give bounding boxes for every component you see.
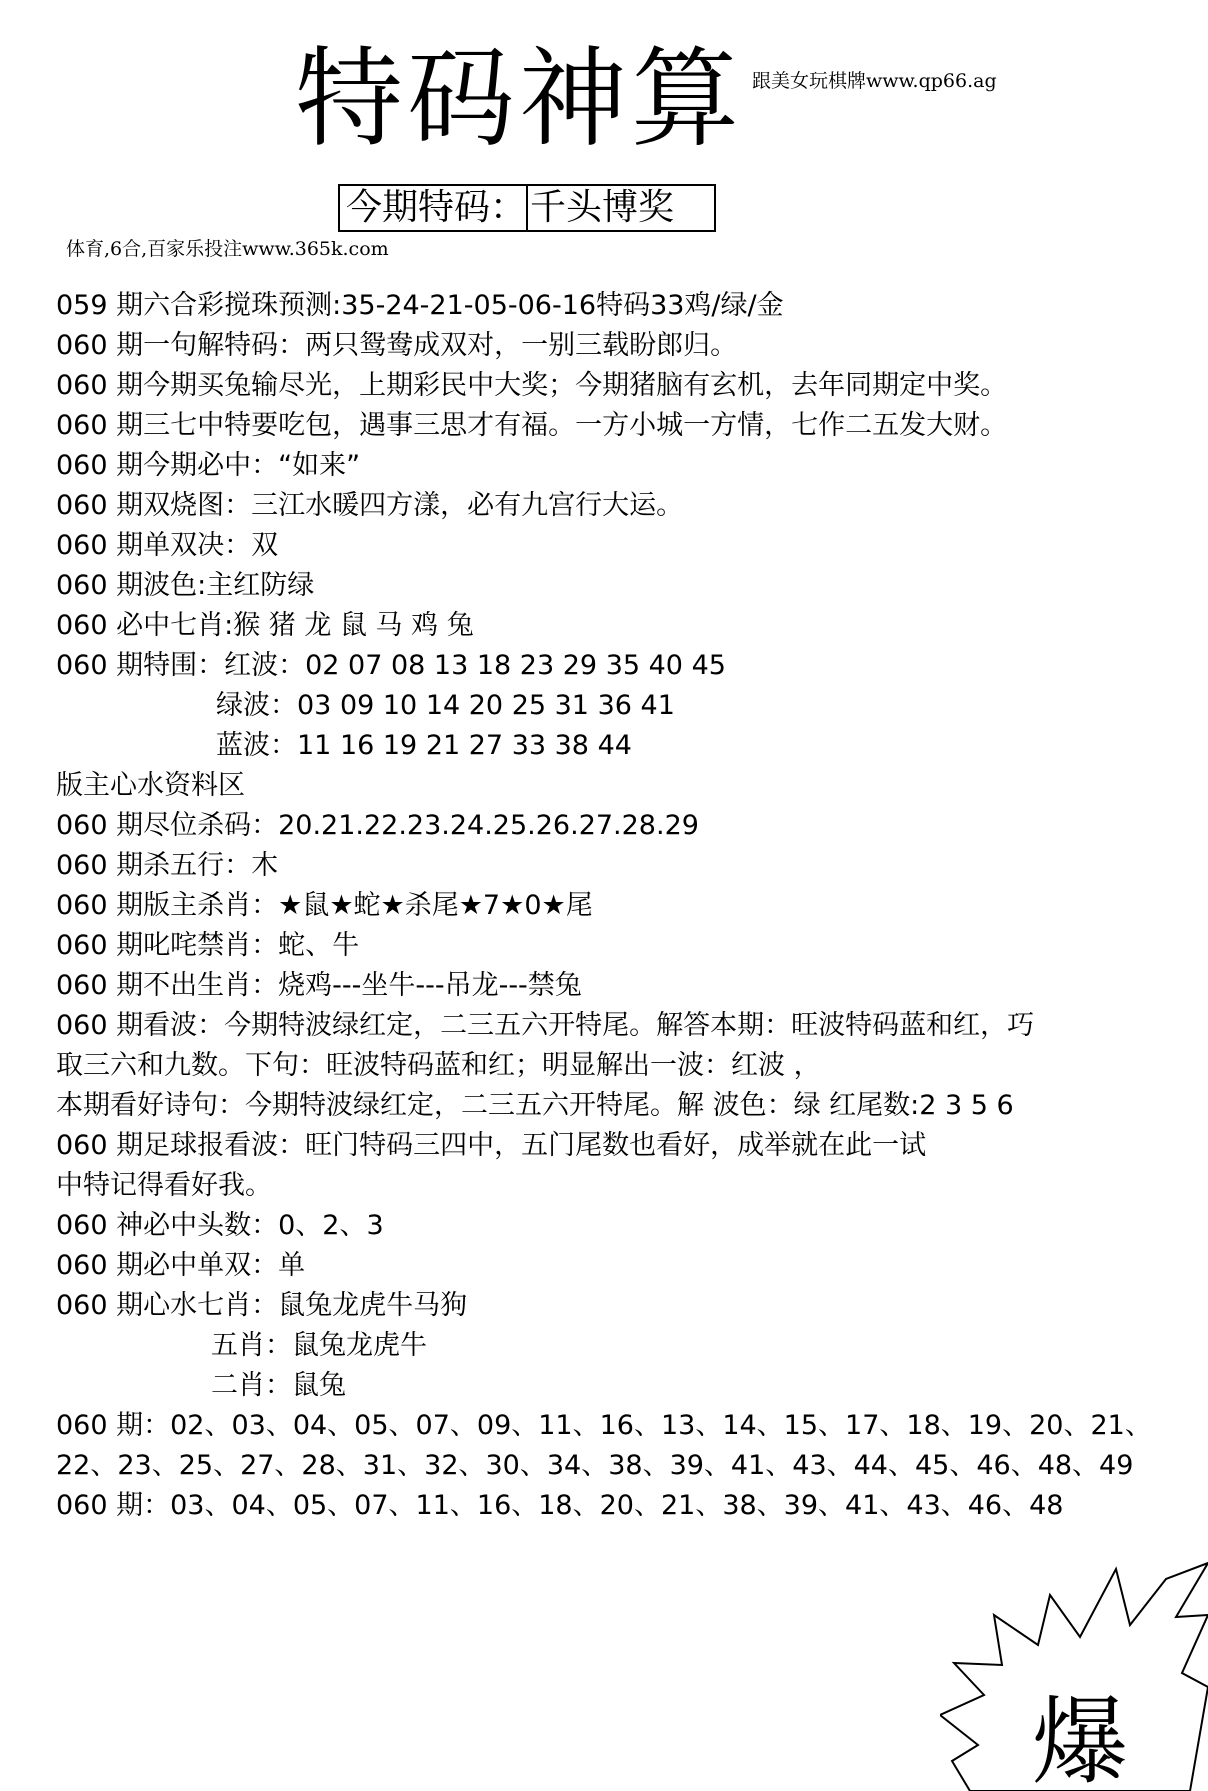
text-line: 060 期特围：红波：02 07 08 13 18 23 29 35 40 45 — [56, 650, 726, 681]
text-line: 060 期必中单双：单 — [56, 1250, 306, 1281]
text-line: 060 期叱咤禁肖：蛇、牛 — [56, 930, 360, 961]
special-code-label: 今期特码： — [346, 187, 527, 228]
burst-star-icon — [940, 1555, 1208, 1791]
text-line: 五肖：鼠兔龙虎牛 — [211, 1330, 427, 1361]
text-line: 蓝波：11 16 19 21 27 33 38 44 — [216, 730, 632, 761]
text-line: 060 期杀五行：木 — [56, 850, 279, 881]
left-ad-text: 体育,6合,百家乐投注www.365k.com — [66, 238, 389, 260]
top-ad-text: 跟美女玩棋牌www.qp66.ag — [752, 70, 997, 92]
text-line: 取三六和九数。下句：旺波特码蓝和红；明显解出一波：红波 ， — [56, 1050, 821, 1081]
text-line: 060 神必中头数：0、2、3 — [56, 1210, 384, 1241]
text-line: 060 期一句解特码：两只鸳鸯成双对，一别三载盼郎归。 — [56, 330, 738, 361]
text-line: 060 期：02、03、04、05、07、09、11、16、13、14、15、17、18、19、20、21、 — [56, 1410, 1152, 1441]
text-line: 060 期足球报看波：旺门特码三四中，五门尾数也看好，成举就在此一试 — [56, 1130, 927, 1161]
text-line: 22、23、25、27、28、31、32、30、34、38、39、41、43、44、45、46、48、49 — [56, 1450, 1134, 1481]
text-line: 060 期单双决：双 — [56, 530, 279, 561]
special-code-box — [338, 184, 716, 232]
text-line: 060 必中七肖:猴 猪 龙 鼠 马 鸡 兔 — [56, 610, 474, 641]
text-line: 060 期不出生肖：烧鸡---坐牛---吊龙---禁兔 — [56, 970, 582, 1001]
text-line: 060 期心水七肖：鼠兔龙虎牛马狗 — [56, 1290, 468, 1321]
text-line: 060 期三七中特要吃包，遇事三思才有福。一方小城一方情，七作二五发大财。 — [56, 410, 1008, 441]
text-line: 060 期双烧图：三江水暖四方漾，必有九宫行大运。 — [56, 490, 684, 521]
burst-text: 爆 — [1032, 1686, 1128, 1791]
text-line: 060 期版主杀肖：★鼠★蛇★杀尾★7★0★尾 — [56, 890, 593, 921]
text-line: 中特记得看好我。 — [56, 1170, 272, 1201]
text-line: 版主心水资料区 — [56, 770, 245, 801]
text-line: 绿波：03 09 10 14 20 25 31 36 41 — [216, 690, 675, 721]
text-line: 060 期波色:主红防绿 — [56, 570, 315, 601]
text-line: 060 期今期买兔输尽光，上期彩民中大奖；今期猪脑有玄机，去年同期定中奖。 — [56, 370, 1008, 401]
text-line: 059 期六合彩搅珠预测:35-24-21-05-06-16特码33鸡/绿/金 — [56, 290, 784, 321]
special-code-value: 千头博奖 — [526, 186, 674, 230]
text-line: 060 期：03、04、05、07、11、16、18、20、21、38、39、41、43、46、48 — [56, 1490, 1064, 1521]
text-line: 060 期看波：今期特波绿红定，二三五六开特尾。解答本期：旺波特码蓝和红，巧 — [56, 1010, 1035, 1041]
text-line: 060 期今期必中：“如来” — [56, 450, 361, 481]
text-line: 本期看好诗句：今期特波绿红定，二三五六开特尾。解 波色：绿 红尾数:2 3 5 6 — [56, 1090, 1014, 1121]
text-line: 二肖：鼠兔 — [211, 1370, 346, 1401]
content-body — [56, 286, 1186, 1526]
page-title: 特码神算 — [295, 37, 744, 162]
text-line: 060 期尽位杀码：20.21.22.23.24.25.26.27.28.29 — [56, 810, 699, 841]
